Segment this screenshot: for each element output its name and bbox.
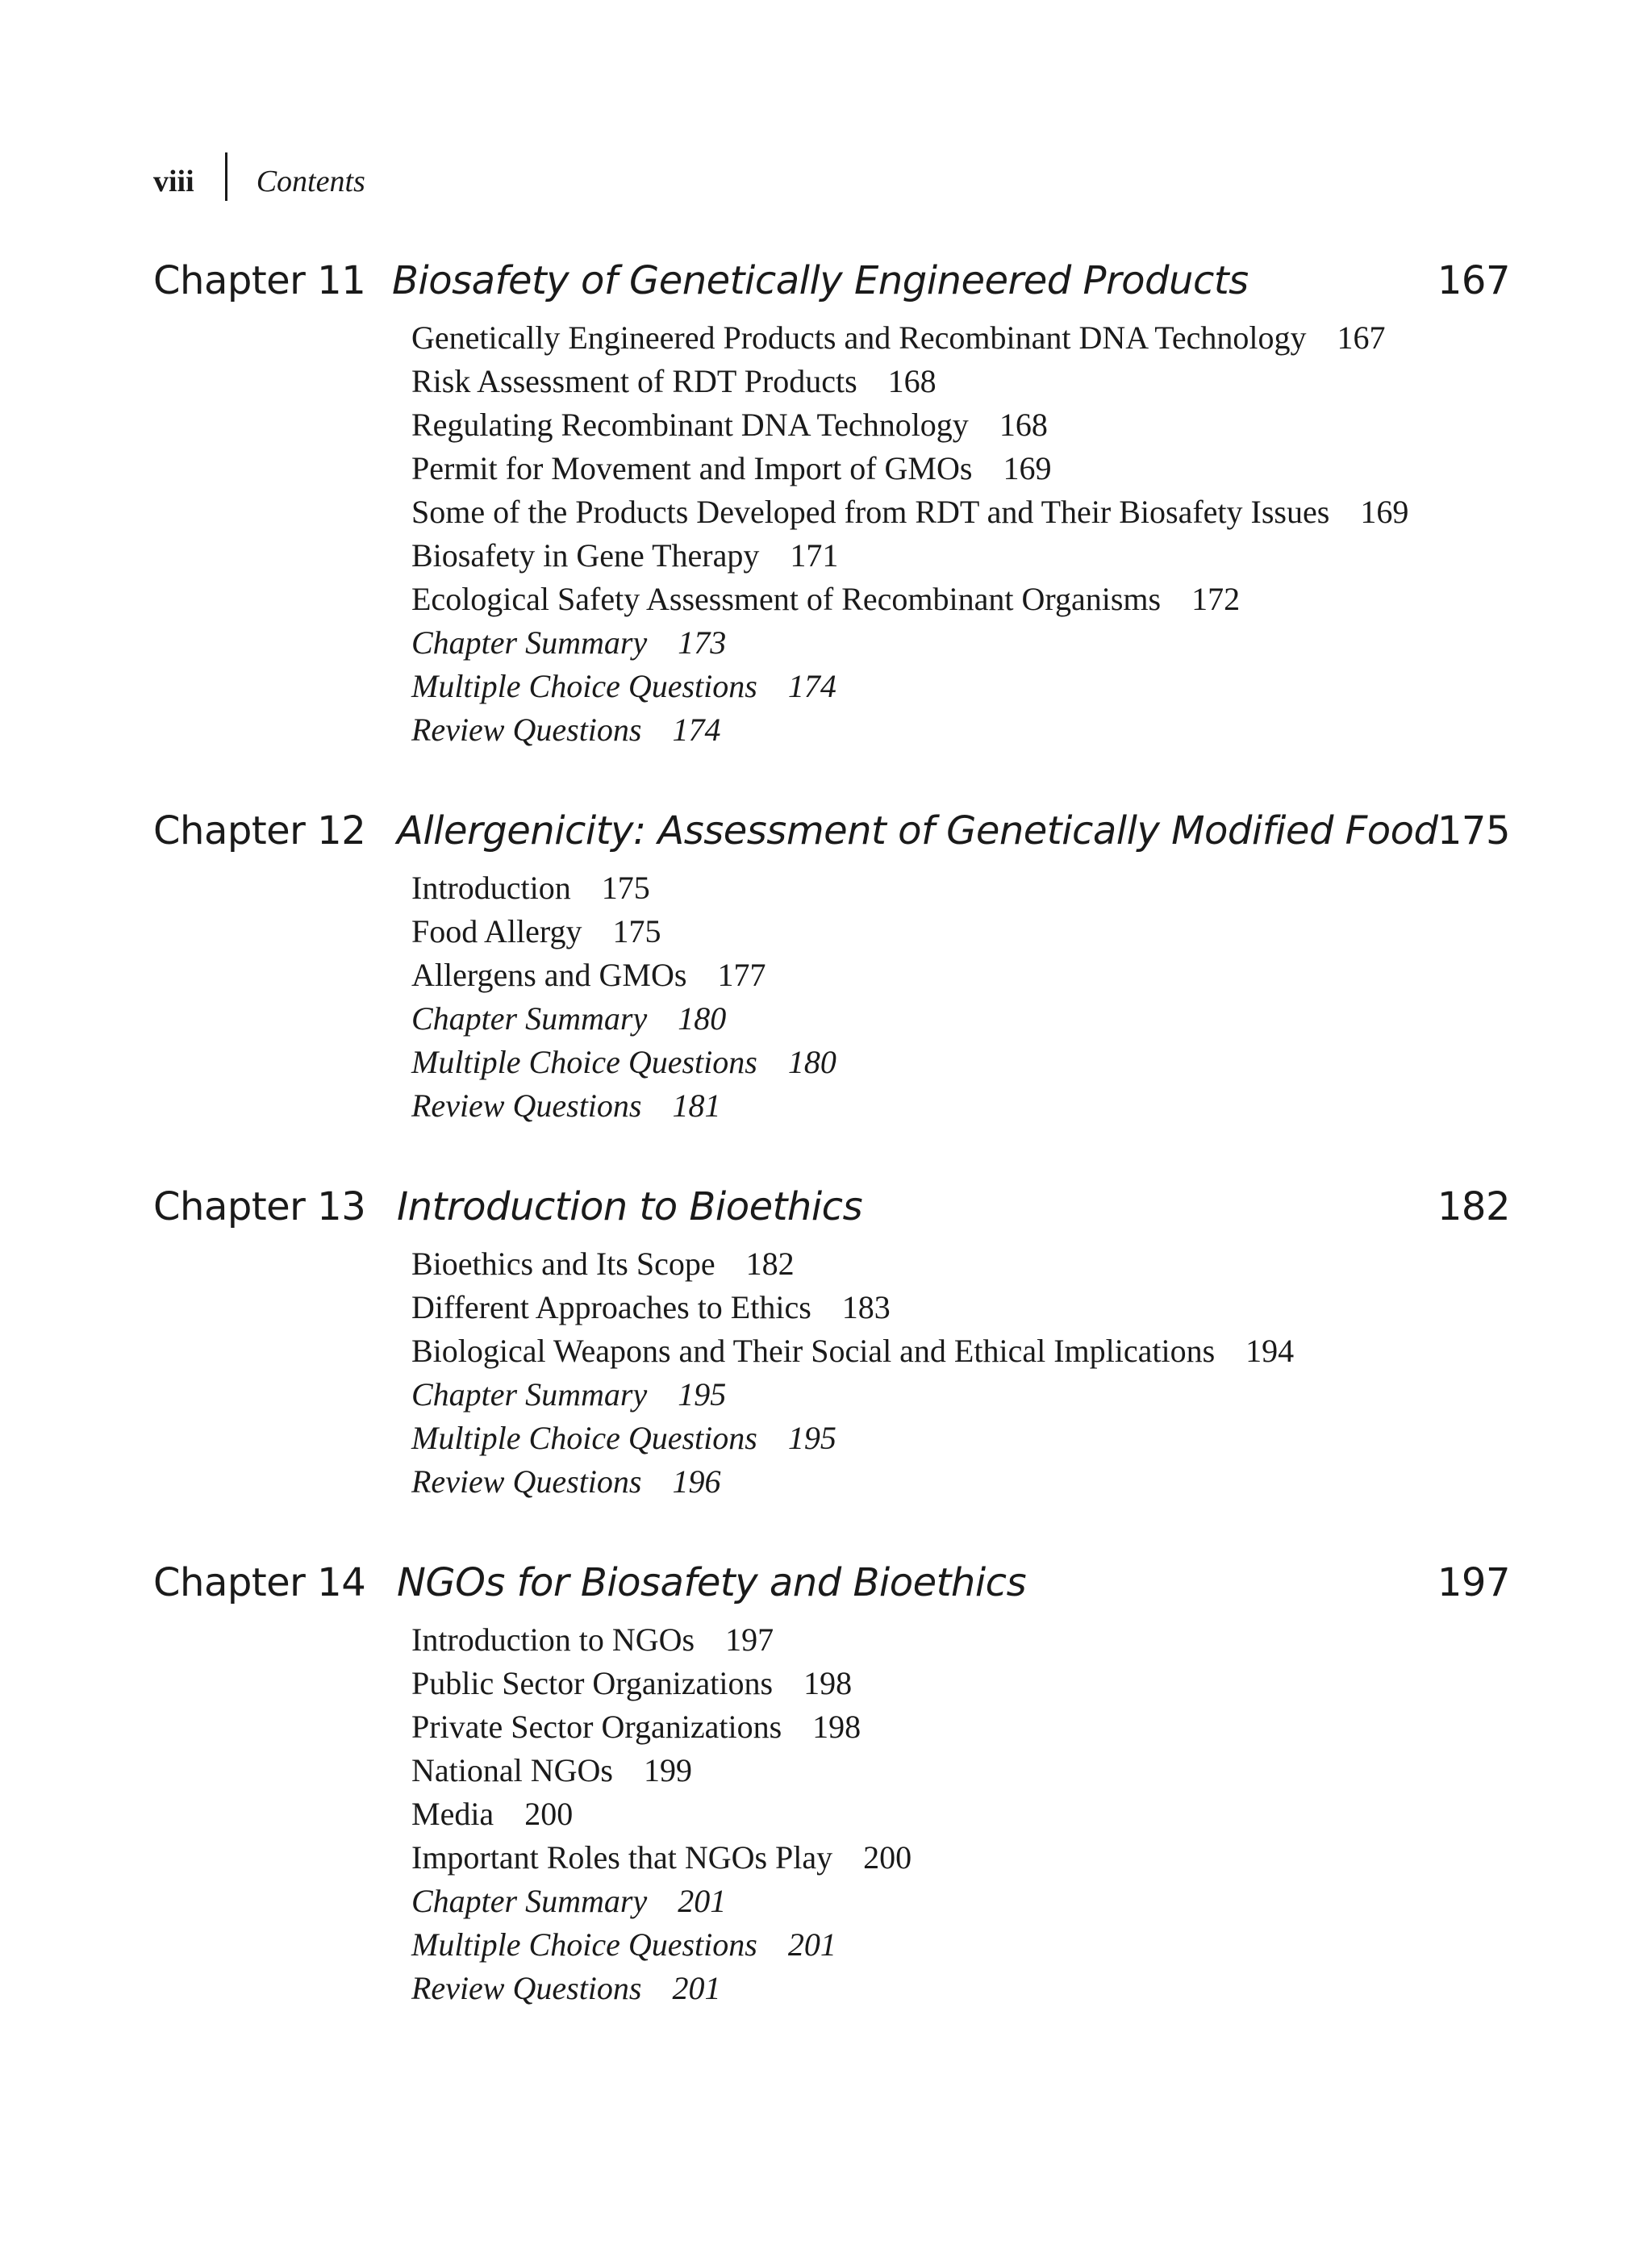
entry-title: Review Questions	[411, 712, 642, 748]
entry-page: 181	[672, 1087, 721, 1124]
toc-entry[interactable]	[411, 621, 1510, 665]
chapter-page-number: 175	[1437, 808, 1510, 853]
running-head	[153, 153, 365, 210]
entry-page: 197	[725, 1621, 774, 1658]
entry-title: Multiple Choice Questions	[411, 1420, 757, 1456]
chapter-page-number: 197	[1437, 1560, 1510, 1605]
entry-title: Multiple Choice Questions	[411, 1926, 757, 1963]
entry-page: 196	[672, 1463, 721, 1500]
section-title: Contents	[256, 165, 365, 198]
toc-entry[interactable]	[411, 1417, 1510, 1460]
entry-title: Media	[411, 1796, 494, 1832]
toc-entry[interactable]	[411, 665, 1510, 708]
toc-entry[interactable]	[411, 997, 1510, 1041]
entry-page: 169	[1360, 494, 1409, 530]
entry-title: Multiple Choice Questions	[411, 1044, 757, 1080]
toc-entry[interactable]	[411, 1618, 1510, 1662]
entry-title: Chapter Summary	[411, 1000, 648, 1037]
entry-page: 171	[790, 537, 839, 574]
entry-title: Different Approaches to Ethics	[411, 1289, 811, 1325]
chapter-heading	[153, 1554, 1510, 1618]
section-list	[411, 1242, 1510, 1504]
toc-entry[interactable]	[411, 1749, 1510, 1792]
chapter-page-number: 182	[1437, 1184, 1510, 1229]
entry-page: 177	[717, 957, 766, 993]
section-list	[411, 1618, 1510, 2010]
toc-entry[interactable]	[411, 1880, 1510, 1923]
toc-entry[interactable]	[411, 1242, 1510, 1286]
entry-page: 173	[678, 624, 727, 661]
section-list	[411, 316, 1510, 752]
toc-entry[interactable]	[411, 910, 1510, 954]
page-folio: viii	[153, 165, 194, 198]
entry-page: 183	[841, 1289, 891, 1325]
chapter-heading	[153, 1178, 1510, 1242]
chapter-title: Introduction to Bioethics	[397, 1184, 863, 1229]
entry-title: Public Sector Organizations	[411, 1665, 774, 1701]
entry-page: 200	[863, 1839, 912, 1876]
toc-entry[interactable]	[411, 1662, 1510, 1705]
toc-entry[interactable]	[411, 534, 1510, 578]
entry-title: Risk Assessment of RDT Products	[411, 363, 857, 399]
toc-entry[interactable]	[411, 1967, 1510, 2010]
toc-entry[interactable]	[411, 954, 1510, 997]
entry-title: Biological Weapons and Their Social and Ethical Implications	[411, 1333, 1216, 1369]
entry-title: Food Allergy	[411, 913, 582, 949]
header-divider	[225, 152, 227, 201]
chapter-title: Allergenicity: Assessment of Genetically Modified Food	[397, 808, 1438, 853]
entry-page: 195	[678, 1376, 727, 1413]
entry-page: 182	[745, 1246, 795, 1282]
entry-title: Private Sector Organizations	[411, 1709, 782, 1745]
chapter-page-number: 167	[1437, 258, 1510, 303]
chapter-title: Biosafety of Genetically Engineered Products	[392, 258, 1249, 303]
toc-entry[interactable]	[411, 1460, 1510, 1504]
chapter-title: NGOs for Biosafety and Bioethics	[397, 1560, 1027, 1605]
entry-title: Permit for Movement and Import of GMOs	[411, 450, 973, 486]
toc-entry[interactable]	[411, 1373, 1510, 1417]
entry-title: Review Questions	[411, 1463, 642, 1500]
entry-title: National NGOs	[411, 1752, 613, 1788]
entry-title: Introduction to NGOs	[411, 1621, 695, 1658]
entry-title: Review Questions	[411, 1970, 642, 2006]
toc-entry[interactable]	[411, 1923, 1510, 1967]
toc-entry[interactable]	[411, 708, 1510, 752]
entry-title: Some of the Products Developed from RDT and Their Biosafety Issues	[411, 494, 1330, 530]
toc-entry[interactable]	[411, 866, 1510, 910]
chapter-label: Chapter 13	[153, 1184, 366, 1229]
entry-page: 199	[643, 1752, 692, 1788]
toc-entry[interactable]	[411, 316, 1510, 360]
entry-title: Chapter Summary	[411, 624, 648, 661]
chapter-block	[153, 252, 1510, 752]
entry-page: 167	[1337, 319, 1386, 356]
toc-entry[interactable]	[411, 447, 1510, 490]
toc-entry[interactable]	[411, 1041, 1510, 1084]
toc-entry[interactable]	[411, 1084, 1510, 1128]
entry-title: Introduction	[411, 870, 571, 906]
entry-page: 168	[999, 407, 1048, 443]
toc-entry[interactable]	[411, 360, 1510, 403]
entry-title: Bioethics and Its Scope	[411, 1246, 715, 1282]
entry-page: 194	[1245, 1333, 1295, 1369]
entry-title: Allergens and GMOs	[411, 957, 687, 993]
chapter-block	[153, 1178, 1510, 1504]
entry-page: 180	[787, 1044, 836, 1080]
chapter-label: Chapter 11	[153, 258, 366, 303]
chapter-block	[153, 1554, 1510, 2010]
toc-entry[interactable]	[411, 1705, 1510, 1749]
entry-title: Important Roles that NGOs Play	[411, 1839, 833, 1876]
entry-page: 174	[672, 712, 721, 748]
entry-page: 200	[524, 1796, 574, 1832]
entry-title: Ecological Safety Assessment of Recombinant Organisms	[411, 581, 1162, 617]
toc-entry[interactable]	[411, 1286, 1510, 1329]
entry-title: Regulating Recombinant DNA Technology	[411, 407, 969, 443]
entry-page: 195	[787, 1420, 836, 1456]
entry-title: Biosafety in Gene Therapy	[411, 537, 760, 574]
section-list	[411, 866, 1510, 1128]
chapter-block	[153, 802, 1510, 1128]
entry-page: 174	[787, 668, 836, 704]
entry-page: 175	[601, 870, 650, 906]
entry-page: 168	[887, 363, 937, 399]
toc-entry[interactable]	[411, 578, 1510, 621]
toc-entry[interactable]	[411, 403, 1510, 447]
toc-entry[interactable]	[411, 1792, 1510, 1836]
chapter-label: Chapter 14	[153, 1560, 366, 1605]
entry-page: 172	[1191, 581, 1241, 617]
entry-title: Review Questions	[411, 1087, 642, 1124]
toc-entry[interactable]	[411, 1836, 1510, 1880]
entry-title: Chapter Summary	[411, 1883, 648, 1919]
entry-page: 201	[787, 1926, 836, 1963]
chapter-heading	[153, 252, 1510, 316]
entry-page: 198	[803, 1665, 853, 1701]
entry-page: 201	[672, 1970, 721, 2006]
entry-page: 180	[678, 1000, 727, 1037]
entry-page: 169	[1003, 450, 1052, 486]
toc-entry[interactable]	[411, 490, 1510, 534]
chapter-label: Chapter 12	[153, 808, 366, 853]
entry-page: 175	[612, 913, 661, 949]
entry-page: 201	[678, 1883, 727, 1919]
entry-page: 198	[812, 1709, 861, 1745]
entry-title: Genetically Engineered Products and Recombinant DNA Technology	[411, 319, 1307, 356]
entry-title: Chapter Summary	[411, 1376, 648, 1413]
toc-entry[interactable]	[411, 1329, 1510, 1373]
chapter-heading	[153, 802, 1510, 866]
entry-title: Multiple Choice Questions	[411, 668, 757, 704]
